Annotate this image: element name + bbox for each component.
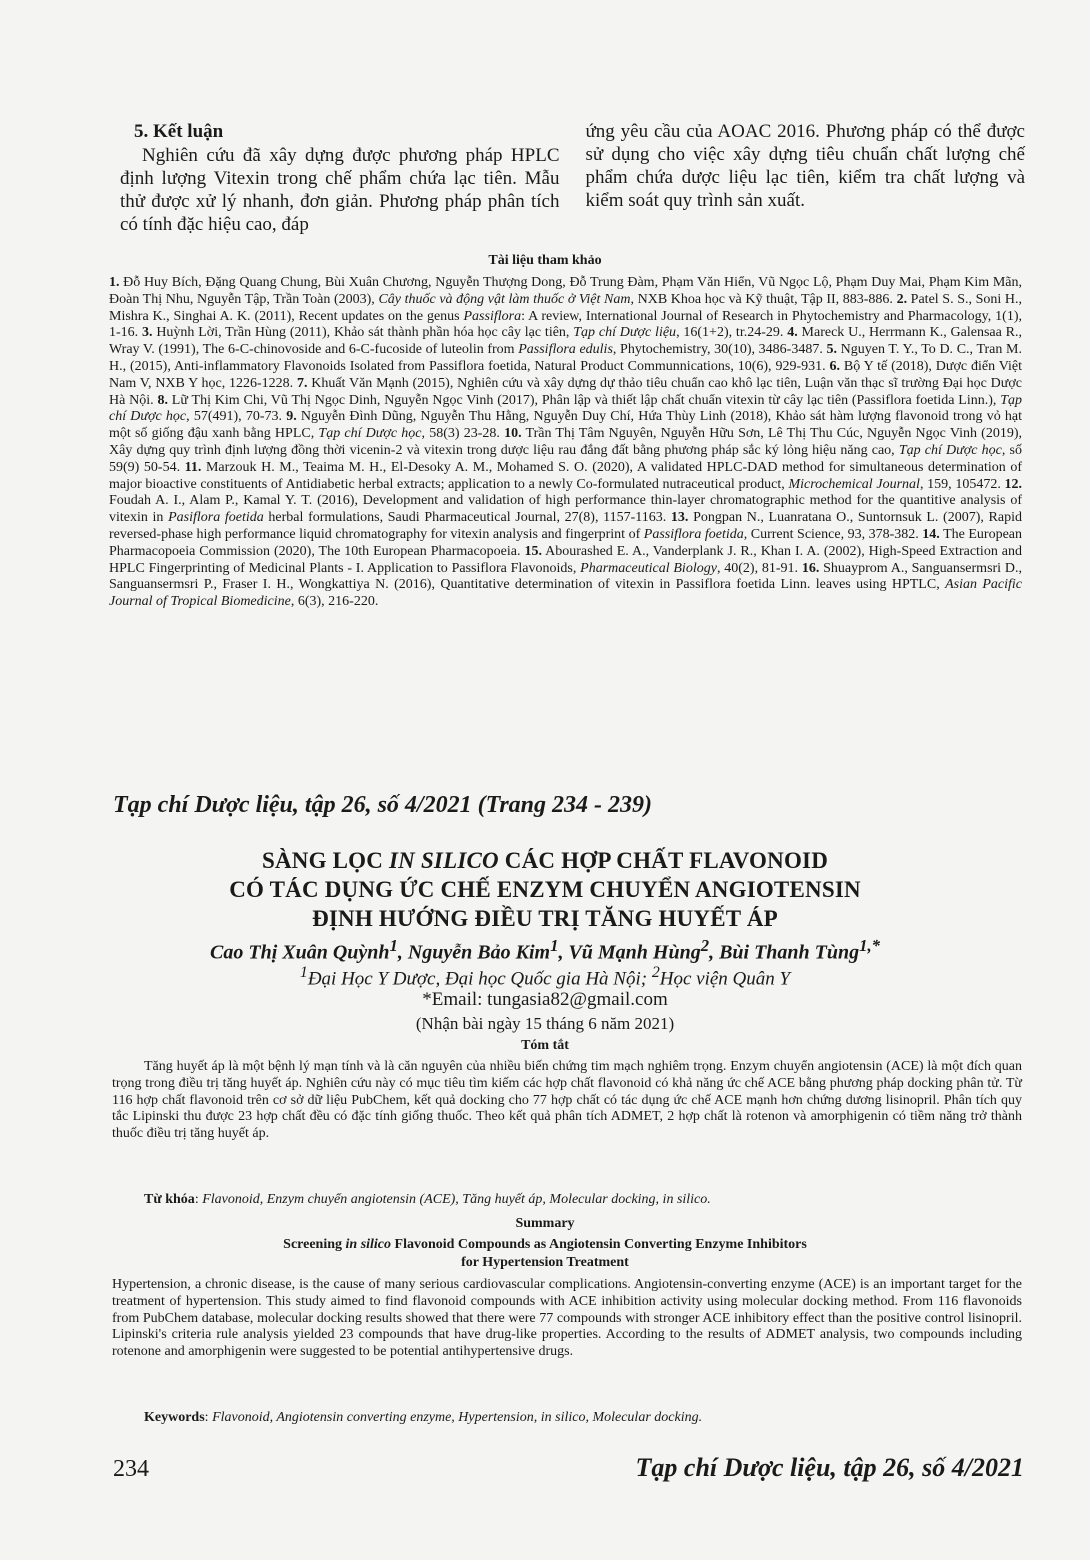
summary-subtitle-line-2: for Hypertension Treatment bbox=[461, 1255, 629, 1270]
reference-number: 12. bbox=[1004, 476, 1022, 492]
author-name: Vũ Mạnh Hùng bbox=[568, 941, 701, 964]
journal-citation-line: Tạp chí Dược liệu, tập 26, số 4/2021 (Trang 234 - 239) bbox=[113, 792, 653, 818]
conclusion-text-right: ứng yêu cầu của AOAC 2016. Phương pháp có thể được sử dụng cho việc xây dựng tiêu chuẩn chất lượng chế phẩm chứa dược liệu lạc tiên, kiểm tra chất lượng và kiểm soát quy trình sản xuất. bbox=[585, 121, 1025, 211]
reference-text: Trần Thị Tâm Nguyên, Nguyễn Hữu Sơn, Lê Thị Thu Cúc, Nguyễn Ngọc Vinh (2019), Xây dựng quy trình định lượng đồng thời vicenin-2 và vitexin trong dược liệu rau đắng đất bằng phương pháp sắc ký lỏng hiệu năng cao, bbox=[109, 426, 1022, 458]
conclusion-left-column bbox=[120, 120, 560, 236]
title-line-3: ĐỊNH HƯỚNG ĐIỀU TRỊ TĂNG HUYẾT ÁP bbox=[312, 906, 778, 931]
reference-italic: Asian Pacific Journal of Tropical Biomedicine bbox=[109, 577, 1022, 610]
author-affiliation-marker: 1 bbox=[550, 936, 559, 955]
reference-italic: Pharmaceutical Biology bbox=[580, 560, 717, 576]
article-title bbox=[0, 846, 1090, 933]
abstract-title: Tóm tắt bbox=[521, 1038, 569, 1053]
reference-text: Mareck U., Herrmann K., Galensaa R., Wray V. (1991), The 6-C-chinovoside and 6-C-fucoside of luteolin from bbox=[109, 325, 1023, 358]
author-name: Nguyễn Bảo Kim bbox=[407, 941, 551, 964]
reference-text: Nguyen T. Y., To D. C., Tran M. H., (2015), Anti-inflammatory Flavonoids Isolated from Passiflora foetida, Natural Product Communnications, 10(6), 929-931. bbox=[109, 342, 1022, 374]
reference-tail: , 159, 105472. bbox=[919, 476, 1005, 492]
reference-text: Đỗ Huy Bích, Đặng Quang Chung, Bùi Xuân Chương, Nguyễn Thượng Dong, Đỗ Trung Đàm, Phạm Văn Hiển, Vũ Ngọc Lộ, Phạm Duy Mai, Phạm Kim Mãn, Đoàn Thị Nhu, Nguyễn Tập, Trần Toàn (2003), bbox=[109, 275, 1022, 307]
reference-number: 13. bbox=[670, 510, 689, 526]
reference-number: 1. bbox=[109, 275, 120, 290]
conclusion-right-column bbox=[586, 120, 1026, 236]
reference-number: 7. bbox=[296, 375, 308, 391]
received-date: (Nhận bài ngày 15 tháng 6 năm 2021) bbox=[415, 1014, 675, 1033]
author-name: Bùi Thanh Tùng bbox=[719, 941, 860, 964]
reference-item bbox=[109, 460, 1022, 492]
reference-text: Pongpan N., Luanratana O., Suntornsuk L. (2007), Rapid reversed-phase high performance liquid chromatography for vitexin analysis and fingerprint of bbox=[109, 510, 1022, 542]
reference-text: Khuất Văn Mạnh (2015), Nghiên cứu và xây dựng dự thảo tiêu chuẩn cao khô lạc tiên, Luận văn thạc sĩ trường Đại học Dược Hà Nội. bbox=[109, 375, 1022, 408]
reference-italic: Tạp chí Dược học bbox=[898, 442, 1002, 458]
reference-text: Marzouk H. M., Teaima M. H., El-Desoky A. M., Mohamed S. O. (2020), A validated HPLC-DAD method for simultaneous determination of major bioactive constituents of Antidiabetic herbal extracts; application to a newly Co-formulated nutraceutical product, bbox=[109, 459, 1022, 492]
page-number: 234 bbox=[113, 1456, 149, 1482]
reference-italic: Tạp chí Dược liệu bbox=[573, 325, 677, 341]
reference-number: 9. bbox=[286, 409, 297, 425]
reference-item bbox=[142, 325, 787, 340]
reference-tail: , 40(2), 81-91. bbox=[716, 560, 802, 576]
reference-italic: Microchemical Journal bbox=[788, 476, 920, 492]
reference-number: 8. bbox=[157, 392, 168, 408]
references-list bbox=[109, 275, 1022, 611]
keywords-english: Keywords: Flavonoid, Angiotensin converting enzyme, Hypertension, in silico, Molecular docking. bbox=[144, 1410, 703, 1425]
reference-tail: , NXB Khoa học và Kỹ thuật, Tập II, 883-886. bbox=[630, 291, 897, 307]
reference-tail: , 16(1+2), tr.24-29. bbox=[676, 325, 788, 341]
references-title: Tài liệu tham khảo bbox=[488, 253, 602, 268]
reference-text: Foudah A. I., Alam P., Kamal Y. T. (2016), Development and validation of high performance thin-layer chromatographic method for the quantitive analysis of vitexin in bbox=[109, 493, 1022, 526]
reference-tail: , 58(3) 23-28. bbox=[421, 426, 505, 442]
reference-italic: Tạp chí Dược học bbox=[109, 392, 1022, 425]
reference-number: 2. bbox=[896, 291, 908, 307]
reference-text: Abourashed E. A., Vanderplank J. R., Khan I. A. (2002), High-Speed Extraction and HPLC Fingerprinting of Medicinal Plants - I. Application to Passiflora Flavonoids, bbox=[109, 543, 1022, 576]
author-affiliation-marker: 2 bbox=[700, 936, 710, 955]
reference-number: 14. bbox=[922, 526, 940, 542]
corresponding-email: *Email: tungasia82@gmail.com bbox=[422, 989, 668, 1010]
keywords-vietnamese: Từ khóa: Flavonoid, Enzym chuyển angiotensin (ACE), Tăng huyết áp, Molecular docking, in silico. bbox=[144, 1192, 711, 1207]
reference-text: Shuayprom A., Sanguansermsri D., Sanguansermsri P., Fraser I. H., Wongkattiya N. (2016), Quantitative determination of vitexin in Passiflora foetida Linn. leaves using HPTLC, bbox=[109, 560, 1022, 593]
reference-number: 10. bbox=[504, 426, 522, 442]
abstract-text: Tăng huyết áp là một bệnh lý mạn tính và là căn nguyên của nhiều biến chứng tim mạch nghiêm trọng. Enzym chuyển angiotensin (ACE) là một đích quan trọng trong điều trị tăng huyết áp. Nghiên cứu này có mục tiêu tìm kiếm các hợp chất flavonoid có khả năng ức chế ACE bằng phương pháp docking phân tử. Từ 116 hợp chất flavonoid trên cơ sở dữ liệu PubChem, kết quả docking cho 77 hợp chất có tác dụng ức chế ACE mạnh hơn chứng dương lisinopril. Phân tích quy tắc Lipinski thu được 23 hợp chất đều có đặc tính giống thuốc. Theo kết quả phân tích ADMET, 2 hợp chất là rotenon và amorphigenin có tiềm năng trở thành thuốc điều trị tăng huyết áp. bbox=[112, 1059, 1022, 1142]
reference-italic: Passiflora bbox=[463, 308, 522, 324]
reference-number: 5. bbox=[826, 342, 837, 358]
reference-item bbox=[109, 275, 1022, 307]
reference-text: Lữ Thị Kim Chi, Vũ Thị Ngọc Dinh, Nguyễn Ngọc Vinh (2017), Phân lập và thiết lập chất chuẩn vitexin từ cây lạc tiên (Passiflora foetida Linn.), bbox=[167, 392, 1001, 408]
reference-text: Patel S. S., Soni H., Mishra K., Singhai A. K. (2011), Recent updates on the genus bbox=[109, 291, 1022, 324]
reference-number: 3. bbox=[142, 325, 153, 341]
affiliations: $^1$Đại Học Y Dược, Đại học Quốc gia Hà Nội; $^2$Học viện Quân Y bbox=[299, 964, 791, 990]
reference-number: 4. bbox=[787, 325, 798, 341]
author-name: Cao Thị Xuân Quỳnh bbox=[210, 941, 390, 964]
reference-tail: , 6(3), 216-220. bbox=[290, 594, 379, 610]
reference-italic: Passiflora edulis bbox=[518, 342, 613, 358]
reference-number: 16. bbox=[801, 560, 820, 576]
conclusion-text-left: Nghiên cứu đã xây dựng được phương pháp HPLC định lượng Vitexin trong chế phẩm chứa lạc tiên. Mẫu thử được xử lý nhanh, đơn giản. Phương pháp phân tích có tính đặc hiệu cao, đáp bbox=[120, 145, 560, 235]
reference-tail: herbal formulations, Saudi Pharmaceutical Journal, 27(8), 1157-1163. bbox=[263, 510, 671, 526]
reference-number: 15. bbox=[524, 543, 542, 559]
reference-tail: , Phytochemistry, 30(10), 3486-3487. bbox=[612, 342, 827, 358]
reference-text: Nguyễn Đình Dũng, Nguyễn Thu Hằng, Nguyễn Duy Chí, Hứa Thùy Linh (2018), Khảo sát hàm lượng flavonoid trong vỏ hạt một số giống đậu xanh bằng HPLC, bbox=[109, 409, 1022, 442]
conclusion-heading: 5. Kết luận bbox=[134, 121, 224, 142]
reference-text: The European Pharmacopoeia Commission (2020), The 10th European Pharmacopoeia. bbox=[109, 526, 1022, 559]
author-affiliation-marker: 1 bbox=[389, 936, 398, 955]
reference-tail: , Current Science, 93, 378-382. bbox=[743, 526, 923, 542]
reference-italic: Cây thuốc và động vật làm thuốc ở Việt Nam bbox=[378, 291, 631, 307]
reference-text: Bộ Y tế (2018), Dược điển Việt Nam V, NXB Y học, 1226-1228. bbox=[109, 358, 1023, 391]
reference-tail: , 57(491), 70-73. bbox=[186, 409, 287, 425]
author-affiliation-marker: 1,* bbox=[859, 936, 880, 955]
title-line-2: CÓ TÁC DỤNG ỨC CHẾ ENZYM CHUYỂN ANGIOTENSIN bbox=[229, 877, 861, 902]
author-list: Cao Thị Xuân Quỳnh$^1$, Nguyễn Bảo Kim$^1$, Vũ Mạnh Hùng$^2$, Bùi Thanh Tùng$^{1,*}$ bbox=[210, 936, 880, 964]
title-line-1: SÀNG LỌC IN SILICO CÁC HỢP CHẤT FLAVONOID bbox=[261, 848, 829, 873]
summary-subtitle-line-1: Screening in silico Flavonoid Compounds as Angiotensin Converting Enzyme Inhibitors bbox=[283, 1237, 807, 1252]
reference-tail: : A review, International Journal of Research in Phytochemistry and Pharmacology, 1(1), 1-16. bbox=[109, 308, 1022, 341]
reference-italic: Pasiflora foetida bbox=[168, 510, 264, 526]
reference-text: Huỳnh Lời, Trần Hùng (2011), Khảo sát thành phần hóa học cây lạc tiên, bbox=[152, 325, 574, 341]
reference-italic: Passiflora foetida bbox=[643, 526, 744, 542]
summary-title: Summary bbox=[515, 1216, 575, 1231]
footer-journal-name: Tạp chí Dược liệu, tập 26, số 4/2021 bbox=[635, 1453, 1024, 1482]
reference-number: 11. bbox=[184, 459, 202, 475]
summary-text: Hypertension, a chronic disease, is the cause of many serious cardiovascular complications. Angiotensin-converting enzyme (ACE) is an important target for the treatment of hypertension. This study aimed to find flavonoid compounds with ACE inhibition activity using molecular docking method. From 116 flavonoids from PubChem database, molecular docking results showed that there were 77 compounds with stronger ACE inhibitory effect than the positive control lisinopril. Lipinski's criteria rule analysis yielded 23 compounds that have drug-like properties. According to the results of ADMET analysis, two compounds including rotenone and amorphigenin were suggested to be potential antihypertensive drugs. bbox=[112, 1277, 1022, 1360]
reference-italic: Tạp chí Dược học bbox=[318, 426, 422, 442]
reference-tail: , số 59(9) 50-54. bbox=[109, 442, 1022, 475]
conclusion-section bbox=[120, 120, 1025, 236]
reference-number: 6. bbox=[829, 358, 841, 374]
